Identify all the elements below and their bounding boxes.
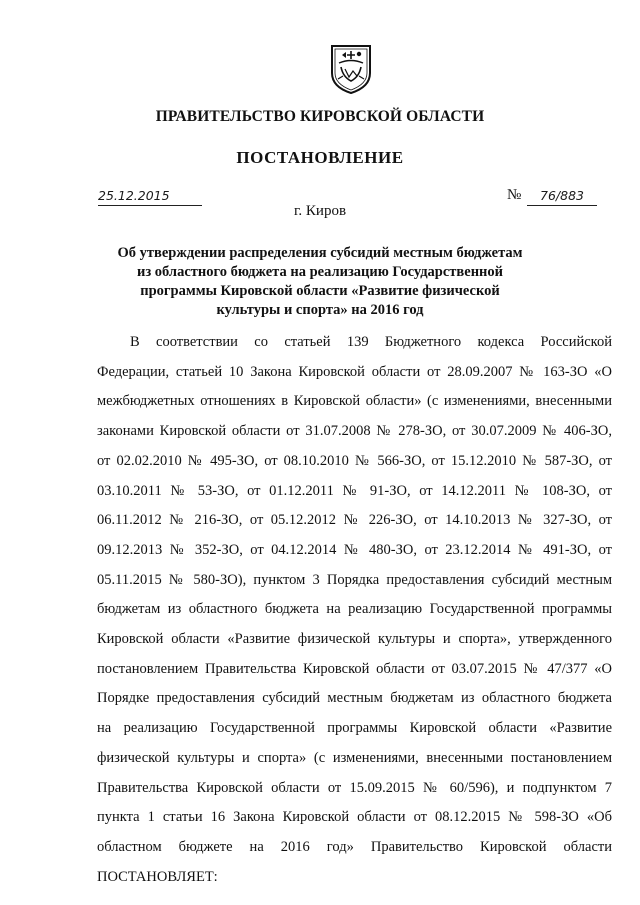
government-title: ПРАВИТЕЛЬСТВО КИРОВСКОЙ ОБЛАСТИ — [155, 108, 485, 125]
body-line: 05.11.2015 № 580-ЗО), пунктом 3 Порядка предоставления субсидий местным — [97, 571, 612, 588]
body-line: 09.12.2013 № 352-ЗО, от 04.12.2014 № 480-ЗО, от 23.12.2014 № 491-ЗО, от — [97, 541, 612, 558]
body-line: 06.11.2012 № 216-ЗО, от 05.12.2012 № 226-ЗО, от 14.10.2013 № 327-ЗО, от — [97, 512, 612, 529]
body-line: 03.10.2011 № 53-ЗО, от 01.12.2011 № 91-ЗО, от 14.12.2011 № 108-ЗО, от — [97, 482, 612, 499]
body-line: бюджетам из областного бюджета на реализацию Государственной программы — [97, 601, 612, 618]
subject-line: Об утверждении распределения субсидий местным бюджетам — [117, 245, 523, 261]
body-line: от 02.02.2010 № 495-ЗО, от 08.10.2010 № 566-ЗО, от 15.12.2010 № 587-ЗО, от — [97, 452, 612, 469]
body-paragraph — [97, 328, 612, 892]
subject-line: культуры и спорта» на 2016 год — [216, 302, 424, 318]
body-line: Кировской области «Развитие физической культуры и спорта», утвержденного — [97, 631, 612, 648]
document-number: 76/883 — [527, 187, 597, 206]
body-line: законами Кировской области от 31.07.2008 № 278-ЗО, от 30.07.2009 № 406-ЗО, — [97, 423, 612, 440]
document-subject — [100, 244, 540, 320]
body-line: ПОСТАНОВЛЯЕТ: — [97, 868, 218, 885]
body-line: физической культуры и спорта» (с изменениями, внесенными постановлением — [97, 749, 612, 766]
body-line: пункта 1 статьи 16 Закона Кировской области от 08.12.2015 № 598-ЗО «Об — [97, 809, 612, 826]
coat-of-arms-icon — [329, 43, 373, 95]
body-line: постановлением Правительства Кировской области от 03.07.2015 № 47/377 «О — [97, 660, 612, 677]
number-sign: № — [507, 187, 522, 203]
body-line: Федерации, статьей 10 Закона Кировской области от 28.09.2007 № 163-ЗО «О — [97, 363, 612, 380]
document-type: ПОСТАНОВЛЕНИЕ — [236, 148, 404, 167]
body-line: на реализацию Государственной программы Кировской области «Развитие — [97, 720, 612, 737]
city: г. Киров — [293, 203, 347, 219]
document-date: 25.12.2015 — [98, 187, 202, 206]
body-line: Правительства Кировской области от 15.09.2015 № 60/596), и подпунктом 7 — [97, 779, 612, 796]
body-line: областном бюджете на 2016 год» Правительство Кировской области — [97, 838, 612, 855]
body-line: межбюджетных отношениях в Кировской области» (с изменениями, внесенными — [97, 393, 612, 410]
subject-line: программы Кировской области «Развитие физической — [140, 283, 500, 299]
body-line: Порядке предоставления субсидий местным бюджетам из областного бюджета — [97, 690, 612, 707]
subject-line: из областного бюджета на реализацию Государственной — [136, 264, 504, 280]
body-line: В соответствии со статьей 139 Бюджетного кодекса Российской — [130, 334, 612, 350]
